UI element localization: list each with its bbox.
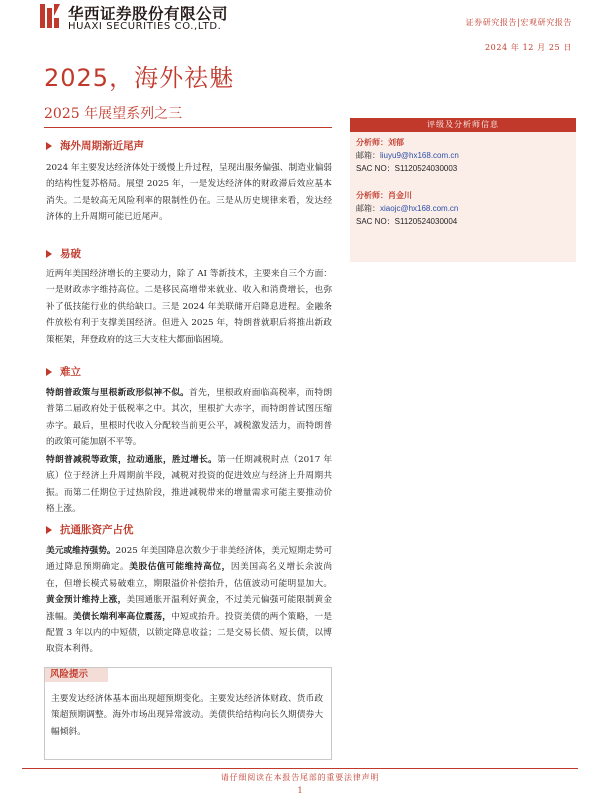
page-title: 2025，海外祛魅 xyxy=(44,64,235,92)
analyst-email-link[interactable]: xiaojc@hx168.com.cn xyxy=(380,204,459,213)
subtitle-divider xyxy=(44,127,332,128)
section-heading-2 xyxy=(46,246,81,261)
section-3-paragraph-1 xyxy=(46,385,332,451)
analyst-email xyxy=(356,149,459,162)
report-date: 2024 年 12 月 25 日 xyxy=(484,43,572,52)
section-heading-3-text: 难立 xyxy=(60,366,81,378)
triangle-bullet-icon xyxy=(46,526,52,534)
analyst-email xyxy=(356,202,458,215)
section-3-p1-text: 首先，里根政府面临高税率，而特朗普第二届政府处于低税率之中。其次，里根扩大赤字，而特朗普试图压缩赤字。最后，里根时代收入分配较当前更公平，减税激发活力，而特朗普的政策可能加剧不平等。 xyxy=(46,388,333,448)
triangle-bullet-icon xyxy=(46,142,52,150)
analyst-info-heading: 评级及分析师信息 xyxy=(350,118,576,132)
section-4-bold-4: 美债长端利率高位震荡， xyxy=(72,611,172,622)
section-3-p2-text: 第一任期减税时点（2017 年底）位于经济上升周期前半段，减税对投资的促进效应与经济上升周期共振。而第二任期位于过热阶段，推进减税带来的增量需求可能主要推动价格上涨。 xyxy=(46,455,333,515)
section-heading-4 xyxy=(46,522,134,537)
huaxi-logo-icon xyxy=(38,2,62,30)
risk-warning-box xyxy=(44,667,332,760)
section-4-body xyxy=(46,543,332,658)
footer-divider xyxy=(22,768,578,769)
section-heading-2-text: 易破 xyxy=(60,248,81,260)
analyst-email-link[interactable]: liuyu9@hx168.com.cn xyxy=(380,151,459,160)
analyst-sac-number: SAC NO：S1120524030003 xyxy=(356,164,458,173)
section-2-body: 近两年美国经济增长的主要动力，除了 AI 等新技术，主要来自三个方面：一是财政赤字维持高位。二是移民高增带来就业、收入和消费增长，也弥补了低技能行业的供给缺口。三是 2024 年美联储开启降息进程。金融条件放松有利于支撑美国经济。但进入 2025 年，特朗普就职后将推出新政策框架，拜登政府的这三大支柱大都面临困境。 xyxy=(46,269,332,345)
section-heading-3 xyxy=(46,364,81,379)
section-3-paragraph-2 xyxy=(46,452,332,518)
report-type: 证券研究报告|宏观研究报告 xyxy=(465,18,572,27)
section-1-body: 2024 年主要发达经济体处于缓慢上升过程，呈现出服务偏强、制造业偏弱的结构性复苏格局。展望 2025 年，一是发达经济体的财政滞后效应基本消失。二是较高无风险利率的限制性仍在。三是从历史规律来看，发达经济体的上升周期可能已近尾声。 xyxy=(46,163,332,223)
section-4-text-3: 美国通胀开温利好黄金，不过美元偏强可能限制黄金涨幅。 xyxy=(46,595,333,622)
section-4-text-1: 2025 年美国降息次数少于非美经济体，美元短期走势可通过降息预期确定。 xyxy=(46,546,333,573)
section-heading-1 xyxy=(46,138,144,153)
analyst-info-panel xyxy=(350,132,576,262)
analyst-name: 分析师：肖金川 xyxy=(356,190,412,200)
page-number: 1 xyxy=(297,786,303,795)
company-name-cn: 华西证券股份有限公司 xyxy=(68,5,229,23)
analyst-email-label: 邮箱： xyxy=(356,204,380,213)
analyst-email-label: 邮箱： xyxy=(356,151,380,160)
triangle-bullet-icon xyxy=(46,368,52,376)
analyst-card xyxy=(356,189,458,228)
analyst-name: 分析师：刘郁 xyxy=(356,137,404,147)
triangle-bullet-icon xyxy=(46,250,52,258)
analyst-card xyxy=(356,136,459,175)
section-3-p2-bold: 特朗普减税等政策，拉动通胀，胜过增长。 xyxy=(46,455,218,465)
section-4-text-4: 中短或抬升。投资美债的两个策略，一是配置 3 年以内的中短债，以锁定降息收益；二是交易长债、短长债，以博取资本利得。 xyxy=(46,611,333,655)
section-4-bold-2: 美股估值可能维持高位， xyxy=(129,562,231,573)
risk-heading: 风险提示 xyxy=(45,668,108,682)
analyst-sac-number: SAC NO：S1120524030004 xyxy=(356,217,458,226)
page-subtitle: 2025 年展望系列之三 xyxy=(44,106,183,122)
section-4-bold-1: 美元或维持强势。 xyxy=(46,546,116,556)
section-4-bold-3: 黄金预计维持上涨， xyxy=(46,595,127,606)
section-3-p1-bold: 特朗普政策与里根新政形似神不似。 xyxy=(46,388,190,398)
section-heading-4-text: 抗通胀资产占优 xyxy=(60,524,134,536)
risk-body: 主要发达经济体基本面出现超预期变化。主要发达经济体财政、货币政策超预期调整。海外市场出现异常波动。美债供给结构向长久期债券大幅倾斜。 xyxy=(51,694,323,737)
section-4-text-2: 因美国高名义增长余波尚在，但增长模式易破难立，期限溢价补偿抬升，估值波动可能明显加大。 xyxy=(46,562,333,589)
section-heading-1-text: 海外周期渐近尾声 xyxy=(60,140,144,152)
company-name-en: HUAXI SECURITIES CO.,LTD. xyxy=(68,21,222,32)
legal-notice: 请仔细阅读在本报告尾部的重要法律声明 xyxy=(220,773,380,782)
